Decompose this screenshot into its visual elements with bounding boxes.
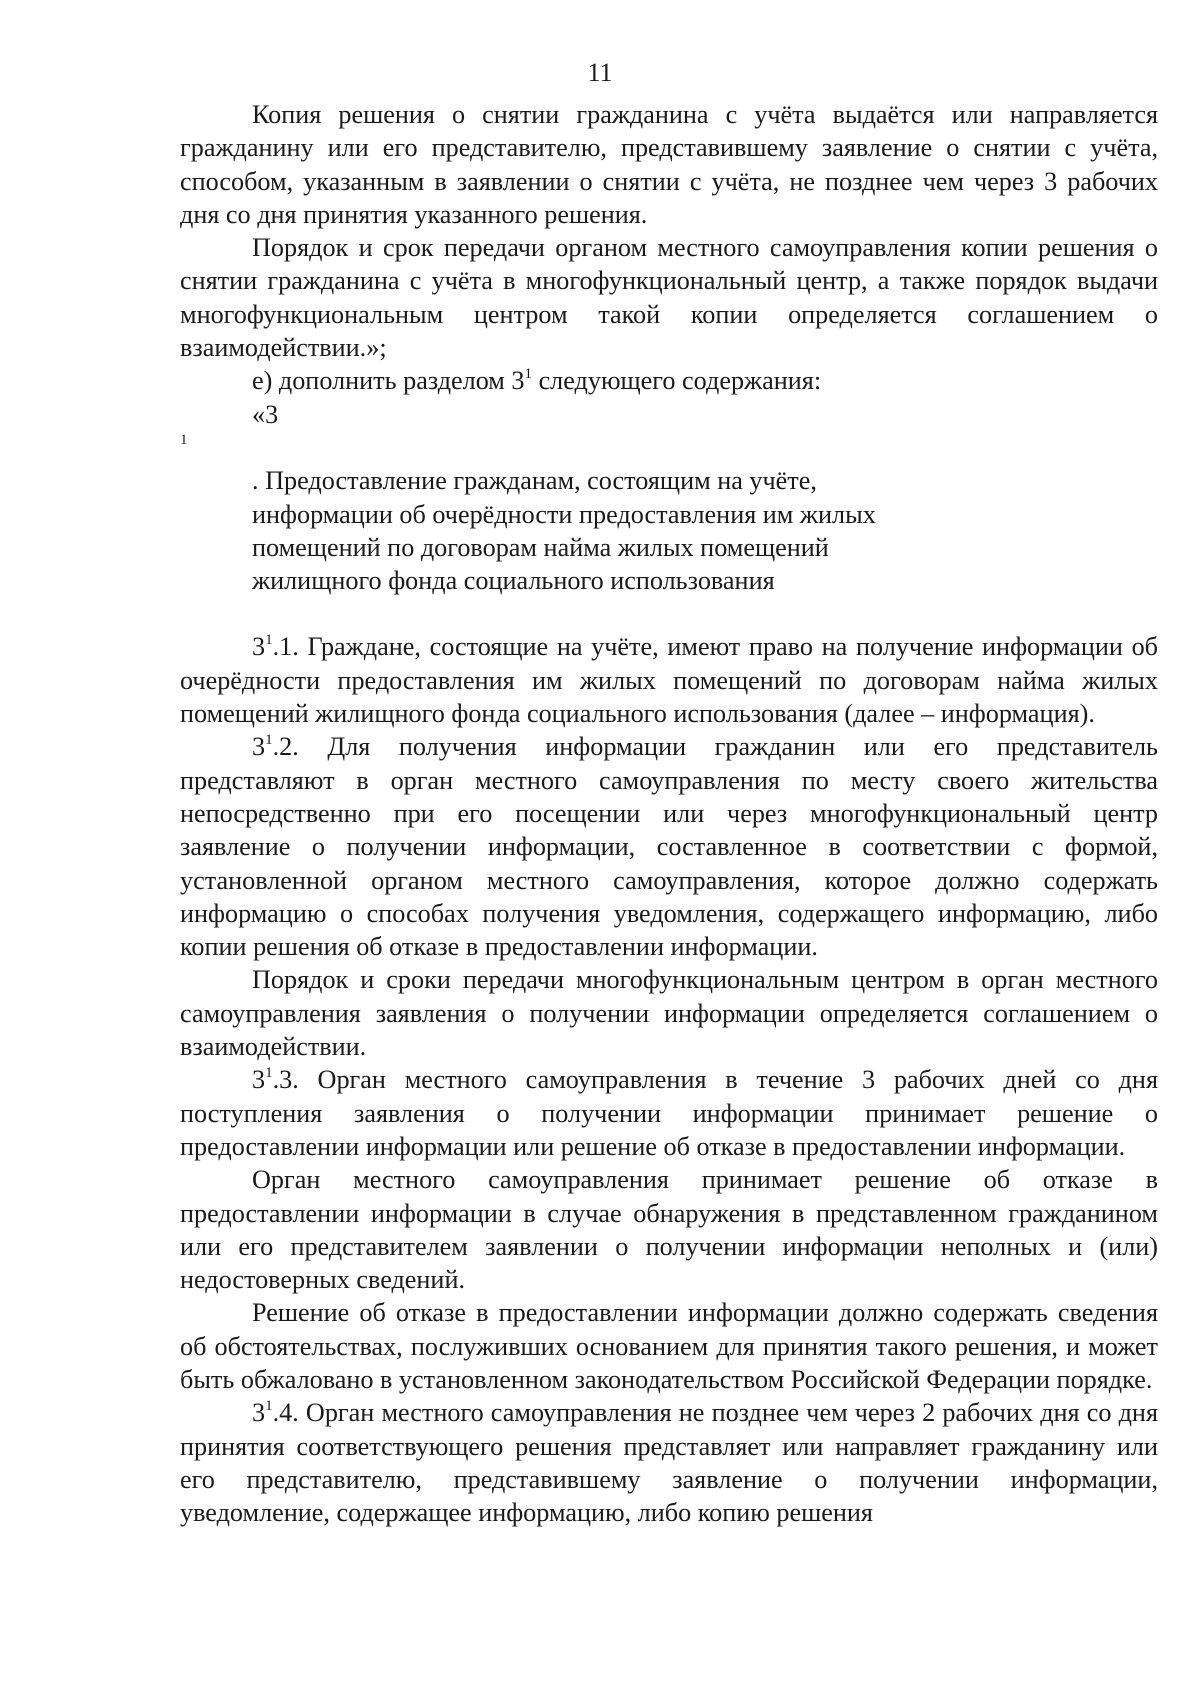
heading-line: «3 $^1$ . Предоставление гражданам, состоящим на учёте, <box>180 399 817 496</box>
page-number: 11 <box>587 58 613 87</box>
section-heading <box>180 398 1158 598</box>
superscript: 1 <box>265 731 273 748</box>
paragraph: Порядок и срок передачи органом местного самоуправления копии решения о снятии гражданина с учёта в многофункциональный центр, а также порядок выдачи многофункциональным центром такой копии определяется соглашением о взаимодействии.»; <box>180 233 1158 363</box>
paragraph: Копия решения о снятии гражданина с учёта выдаётся или направляется гражданину или его представителю, представившему заявление о снятии с учёта, способом, указанным в заявлении о снятии с учёта, не позднее чем через 3 рабочих дня со дня принятия указанного решения. <box>180 100 1158 229</box>
amendment-line <box>180 364 1158 397</box>
paragraph: Орган местного самоуправления принимает решение об отказе в предоставлении информации в случае обнаружения в представленном гражданином или его представителем заявлении о получении информации неполных и (или) недостоверных сведений. <box>180 1165 1158 1295</box>
clause-paragraph: $3^1.4$. Орган местного самоуправления не позднее чем через 2 рабочих дня со дня принятия соответствующего решения представляет или направляет гражданину или его представителю, представившему заявление о получении информации, уведомление, содержащее информацию, либо копию решения <box>180 1397 1158 1528</box>
superscript: 1 <box>265 631 273 648</box>
clause-paragraph: $3^1.1$. Граждане, состоящие на учёте, имеют право на получение информации об очерёдности предоставления им жилых помещений по договорам найма жилых помещений жилищного фонда социального использования (далее – информация). <box>180 631 1158 729</box>
paragraph: Порядок и сроки передачи многофункциональным центром в орган местного самоуправления заявления о получении информации определяется соглашением о взаимодействии. <box>180 965 1158 1062</box>
document-body <box>180 98 1158 1529</box>
clause-paragraph: $3^1.3$. Орган местного самоуправления в течение 3 рабочих дней со дня поступления заявления о получении информации принимает решение о предоставлении информации или решение об отказе в предоставлении информации. <box>180 1064 1158 1161</box>
amendment-prefix: е) дополнить разделом 3 <box>252 366 525 396</box>
superscript: 1 <box>524 365 533 382</box>
heading-line: информации об очерёдности предоставления им жилых <box>252 499 876 529</box>
paragraph: Решение об отказе в предоставлении информации должно содержать сведения об обстоятельствах, послуживших основанием для принятия такого решения, и может быть обжаловано в установленном законодательством Российской Федерации порядке. <box>180 1298 1158 1394</box>
superscript: 1 <box>180 432 188 449</box>
superscript: 1 <box>265 1397 273 1414</box>
heading-line: жилищного фонда социального использования <box>252 566 775 596</box>
clause-paragraph: $3^1.2$. Для получения информации гражданин или его представитель представляют в орган местного самоуправления по месту своего жительства непосредственно при его посещении или через многофункциональный центр заявление о получении информации, составленное в соответствии с формой, установленной органом местного самоуправления, которое должно содержать информацию о способах получения уведомления, содержащего информацию, либо копии решения об отказе в предоставлении информации. <box>180 731 1158 962</box>
heading-line: помещений по договорам найма жилых помещений <box>252 532 829 562</box>
amendment-suffix: следующего содержания: <box>532 366 822 396</box>
superscript: 1 <box>265 1064 273 1081</box>
